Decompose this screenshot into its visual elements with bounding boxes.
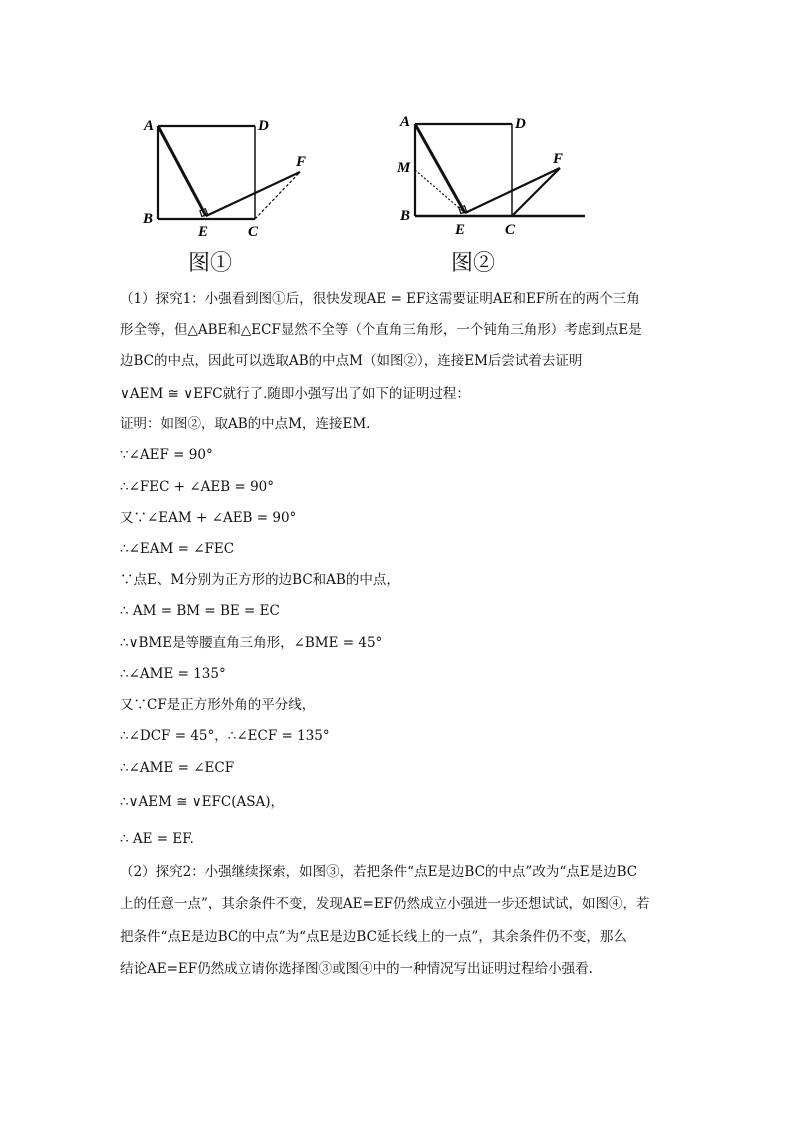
text-line: ∴∨AEM ≅ ∨EFC(ASA)， [120, 794, 285, 810]
figure-1-diagram [140, 110, 320, 240]
text-line: ∴∠AME = 135° [120, 666, 226, 682]
fig2-label-c: C [505, 222, 516, 238]
text-line: 结论AE=EF仍然成立请你选择图③或图④中的一种情况写出证明过程给小强看. [120, 961, 593, 977]
text-line: ∵∠AEF = 90° [120, 447, 213, 463]
text-line: ∴∠DCF = 45°，∴∠ECF = 135° [120, 728, 330, 744]
text-line: 又∵∠EAM + ∠AEB = 90° [120, 510, 297, 526]
fig2-label-d: D [515, 116, 526, 132]
text-line: ∴∠FEC + ∠AEB = 90° [120, 479, 275, 495]
text-line: ∴∠EAM = ∠FEC [120, 541, 235, 557]
text-line: ∴ AM = BM = BE = EC [120, 603, 280, 619]
text-line: （2）探究2：小强继续探索，如图③，若把条件“点E是边BC的中点”改为“点E是边BC [120, 864, 638, 880]
fig2-label-e: E [455, 222, 466, 238]
figure-2 [395, 110, 595, 276]
text-line: ∵点E、M分别为正方形的边BC和AB的中点， [120, 572, 400, 588]
text-line: ∴∠AME = ∠ECF [120, 760, 235, 776]
fig2-label-a: A [400, 114, 411, 130]
figure-1 [140, 110, 320, 276]
text-line: 形全等，但△ABE和△ECF显然不全等（个直角三角形，一个钝角三角形）考虑到点E是 [120, 322, 642, 338]
text-line: ∴∨BME是等腰直角三角形，∠BME = 45° [120, 635, 383, 651]
figure-2-caption: 图② [451, 251, 496, 276]
text-line: 证明：如图②，取AB的中点M，连接EM. [120, 416, 371, 432]
fig1-label-f: F [296, 154, 307, 170]
text-line: （1）探究1：小强看到图①后，很快发现AE = EF这需要证明AE和EF所在的两个三角 [120, 291, 640, 307]
fig1-label-d: D [258, 118, 269, 134]
figure-1-caption: 图① [188, 251, 233, 276]
text-line: 边BC的中点，因此可以选取AB的中点M（如图②），连接EM后尝试着去证明 [120, 353, 583, 369]
text-line: ∴ AE = EF. [120, 831, 194, 847]
fig2-label-m: M [397, 160, 411, 176]
fig1-label-c: C [248, 224, 259, 240]
text-line: 上的任意一点”，其余条件不变，发现AE=EF仍然成立小强进一步还想试试，如图④，若 [120, 896, 650, 912]
fig2-label-b: B [400, 208, 411, 224]
fig1-label-e: E [198, 224, 209, 240]
text-line: 又∵CF是正方形外角的平分线， [120, 697, 316, 713]
fig1-label-b: B [143, 211, 154, 227]
text-line: 把条件“点E是边BC的中点”为“点E是边BC延长线上的一点”，其余条件仍不变，那么 [120, 929, 627, 945]
fig2-label-f: F [553, 151, 564, 167]
fig1-label-a: A [144, 118, 155, 134]
figure-2-diagram [395, 110, 595, 240]
text-line: ∨AEM ≅ ∨EFC就行了.随即小强写出了如下的证明过程： [120, 386, 470, 402]
